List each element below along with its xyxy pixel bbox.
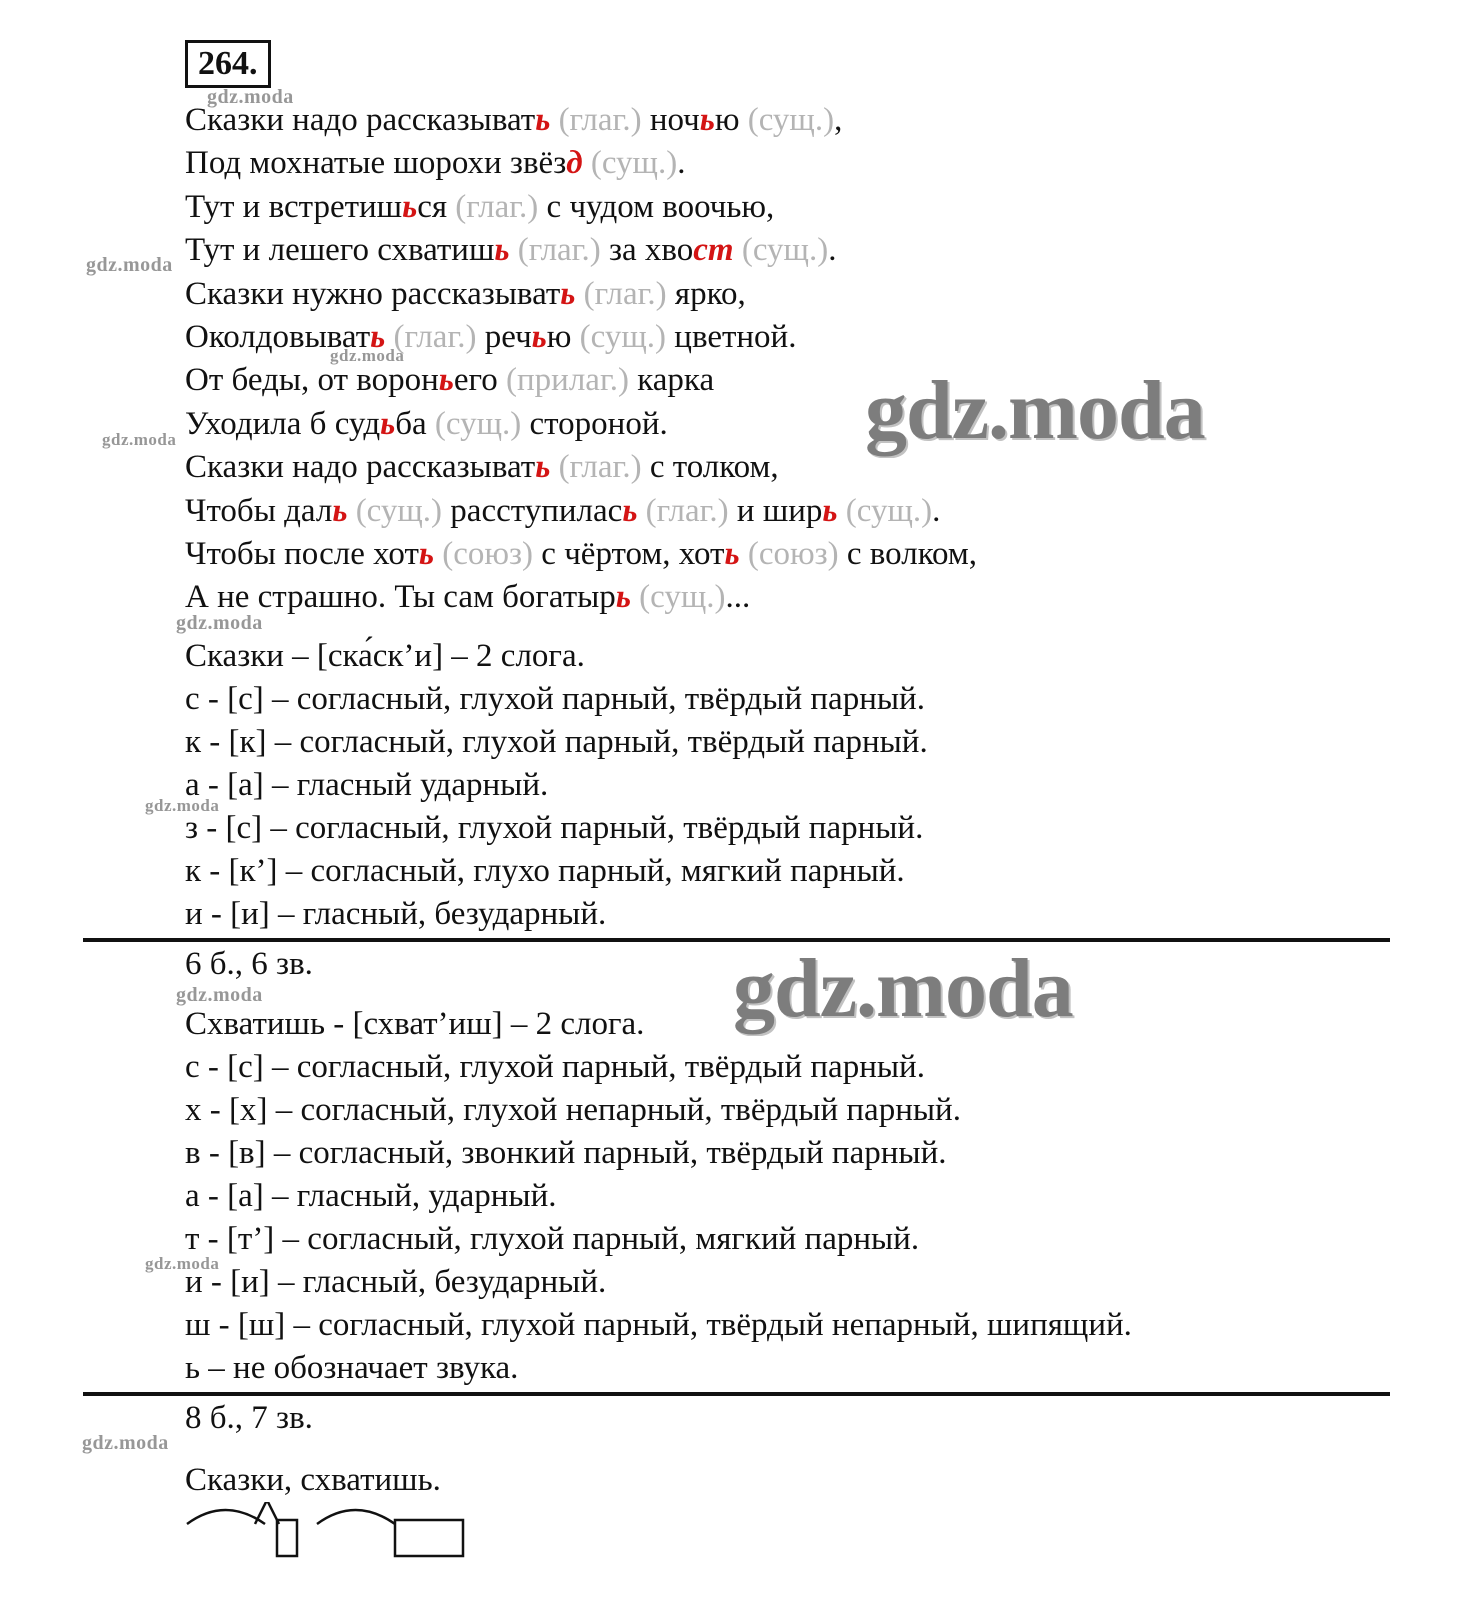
part-of-speech-note: (сущ.) [733,232,829,268]
poem-text: ся [417,189,456,225]
poem-text: Сказки надо рассказыват [185,449,536,485]
part-of-speech-note: (сущ.) [434,406,522,442]
poem-text: Тут и лешего схватиш [185,232,495,268]
poem-text: за хво [608,232,694,268]
morpheme-marks [185,1502,505,1572]
letter-highlight: ь [622,493,638,529]
analysis1-line: з - [с] – согласный, глухой парный, твёрдый парный. [185,810,924,846]
morpheme-words: Сказки, схватишь. [185,1462,441,1498]
poem-line [185,274,746,314]
watermark-large: gdz.moda [865,364,1205,457]
analysis1-summary: 6 б., 6 зв. [185,946,313,982]
part-of-speech-note: (сущ.) [630,579,726,615]
poem-text: стороной. [521,406,668,442]
poem-text: . [677,145,686,181]
watermark: gdz.moda [86,254,173,276]
letter-highlight: ь [822,493,838,529]
part-of-speech-note: (прилаг.) [506,362,629,398]
analysis1-line: к - [к] – согласный, глухой парный, твёрдый парный. [185,724,928,760]
poem-line [185,187,774,227]
poem-text: с чёртом, хот [541,536,725,572]
analysis1-line: с - [с] – согласный, глухой парный, твёрдый парный. [185,681,925,717]
poem-line [185,360,714,400]
poem-text: Уходила б суд [185,406,381,442]
part-of-speech-note: (сущ.) [747,102,835,138]
watermark: gdz.moda [102,430,177,449]
poem-text: ю [546,319,580,355]
letter-highlight: ь [535,449,551,485]
letter-highlight: ь [332,493,348,529]
analysis2-line: и - [и] – гласный, безударный. [185,1264,607,1300]
poem-line [185,534,977,574]
poem-text: А не страшно. Ты сам богатыр [185,579,616,615]
poem-text: Сказки нужно рассказыват [185,276,561,312]
letter-highlight: ь [370,319,386,355]
watermark: gdz.moda [330,346,405,365]
analysis1-line: а - [а] – гласный ударный. [185,767,549,803]
exercise-number: 264. [185,40,271,88]
poem-text: Тут и встретиш [185,189,403,225]
analysis1-header: Сказки – [ска́ск’и] – 2 слога. [185,638,585,674]
ending-box [277,1520,297,1556]
letter-highlight: ь [494,232,510,268]
analysis2-line: а - [а] – гласный, ударный. [185,1178,557,1214]
part-of-speech-note: (глаг.) [455,189,539,225]
poem-text: и шир [736,493,823,529]
poem-text: ба [395,406,435,442]
letter-highlight: ь [724,536,740,572]
poem-text: его [453,362,507,398]
ending-box [395,1520,463,1556]
letter-highlight: ь [560,276,576,312]
letter-highlight: ь [380,406,396,442]
letter-highlight: ст [693,232,734,268]
watermark: gdz.moda [176,984,263,1006]
part-of-speech-note: (сущ.) [347,493,451,529]
watermark: gdz.moda [82,1432,169,1454]
part-of-speech-note: (сущ.) [579,319,667,355]
letter-highlight: ь [699,102,715,138]
watermark-large: gdz.moda [733,942,1073,1035]
watermark: gdz.moda [145,1254,220,1273]
analysis2-line: ь – не обозначает звука. [185,1350,519,1386]
letter-highlight: д [566,145,583,181]
poem-text: карка [629,362,715,398]
divider-line [83,1392,1390,1396]
poem-text: , [834,102,843,138]
part-of-speech-note: (сущ.) [582,145,678,181]
poem-text: с толком, [649,449,779,485]
poem-line [185,317,796,357]
watermark: gdz.moda [176,612,263,634]
poem-text: ... [725,579,751,615]
letter-highlight: ь [615,579,631,615]
poem-text: цветной. [666,319,797,355]
analysis2-header: Схватишь - [схват’иш] – 2 слога. [185,1006,645,1042]
part-of-speech-note: (глаг.) [385,319,485,355]
letter-highlight: ь [535,102,551,138]
poem-line [185,447,779,487]
poem-text: реч [484,319,532,355]
part-of-speech-note: (глаг.) [637,493,737,529]
letter-highlight: ь [418,536,434,572]
analysis1-line: к - [к’] – согласный, глухо парный, мягкий парный. [185,853,905,889]
poem-text: ноч [649,102,700,138]
poem-line [185,491,940,531]
poem-text: расступилас [450,493,623,529]
analysis2-line: х - [х] – согласный, глухой непарный, твёрдый парный. [185,1092,961,1128]
poem-line [185,404,668,444]
part-of-speech-note: (глаг.) [550,449,650,485]
analysis2-summary: 8 б., 7 зв. [185,1400,313,1436]
poem-text: ярко, [674,276,746,312]
poem-line [185,577,750,617]
part-of-speech-note: (глаг.) [575,276,675,312]
root-arc [187,1510,265,1524]
poem-line [185,143,685,183]
poem-text: Сказки надо рассказыват [185,102,536,138]
poem-text: . [932,493,941,529]
analysis2-line: ш - [ш] – согласный, глухой парный, твёрдый непарный, шипящий. [185,1307,1132,1343]
part-of-speech-note: (союз) [739,536,847,572]
poem-text: От беды, от ворон [185,362,439,398]
analysis1-line: и - [и] – гласный, безударный. [185,896,607,932]
letter-highlight: ь [402,189,418,225]
poem-text: с чудом воочью, [538,189,775,225]
part-of-speech-note: (глаг.) [509,232,609,268]
watermark: gdz.moda [207,86,294,108]
poem-text: с волком, [846,536,978,572]
poem-text: Под мохнатые шорохи звёз [185,145,567,181]
part-of-speech-note: (сущ.) [837,493,933,529]
part-of-speech-note: (глаг.) [550,102,650,138]
part-of-speech-note: (союз) [433,536,542,572]
poem-line [185,230,836,270]
letter-highlight: ь [438,362,454,398]
poem-text: Чтобы после хот [185,536,419,572]
poem-text: . [828,232,837,268]
watermark: gdz.moda [145,796,220,815]
letter-highlight: ь [531,319,547,355]
poem-text: Околдовыват [185,319,371,355]
root-arc [317,1510,395,1524]
analysis2-line: с - [с] – согласный, глухой парный, твёрдый парный. [185,1049,925,1085]
analysis2-line: т - [т’] – согласный, глухой парный, мягкий парный. [185,1221,920,1257]
poem-text: ю [714,102,748,138]
analysis2-line: в - [в] – согласный, звонкий парный, твёрдый парный. [185,1135,947,1171]
poem-text: Чтобы дал [185,493,333,529]
